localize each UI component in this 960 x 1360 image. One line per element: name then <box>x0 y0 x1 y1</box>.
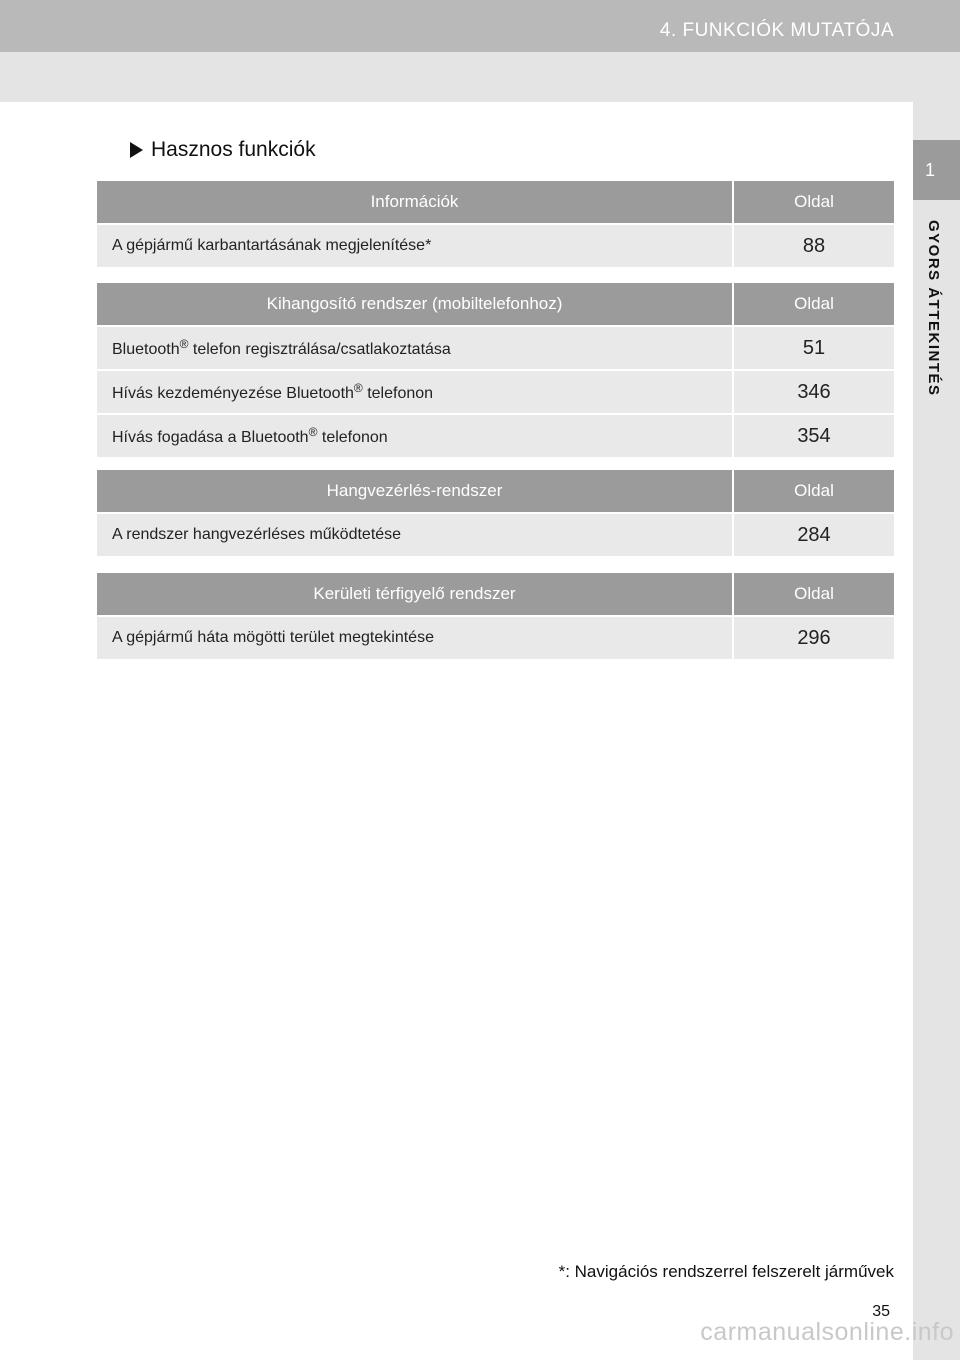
table-informaciok <box>97 181 894 267</box>
table-row <box>97 616 894 659</box>
table-header-page: Oldal <box>733 181 894 224</box>
table-header-row <box>97 283 894 326</box>
table-cell-page: 346 <box>733 370 894 414</box>
table-header-info: Kihangosító rendszer (mobiltelefonhoz) <box>97 283 733 326</box>
page-number: 35 <box>872 1303 890 1320</box>
chapter-tab-number: 1 <box>924 160 935 180</box>
table-kihangosito <box>97 283 894 457</box>
table-header-row <box>97 573 894 616</box>
table-hangvezerles <box>97 470 894 556</box>
desc-text-before: Hívás kezdeményezése Bluetooth <box>112 385 354 402</box>
table-header-row <box>97 470 894 513</box>
desc-text-after: telefonon <box>362 385 434 402</box>
desc-text-after: telefon regisztrálása/csatlakoztatása <box>188 341 451 358</box>
table-cell-description: A rendszer hangvezérléses működtetése <box>97 513 733 556</box>
section-heading <box>130 138 316 162</box>
table-cell-description <box>97 414 733 457</box>
desc-text-before: Hívás fogadása a Bluetooth <box>112 429 309 446</box>
watermark: carmanualsonline.info <box>700 1318 954 1346</box>
chapter-side-label: GYORS ÁTTEKINTÉS <box>925 220 942 397</box>
registered-mark: ® <box>353 381 363 395</box>
table-cell-page: 296 <box>733 616 894 659</box>
table-row <box>97 224 894 267</box>
registered-mark: ® <box>308 425 318 439</box>
table-row <box>97 370 894 414</box>
desc-text-before: Bluetooth <box>112 341 180 358</box>
desc-text-after: telefonon <box>317 429 388 446</box>
chapter-title: 4. FUNKCIÓK MUTATÓJA <box>659 20 894 41</box>
table-row <box>97 513 894 556</box>
section-heading-text: Hasznos funkciók <box>151 138 316 161</box>
table-cell-description: A gépjármű karbantartásának megjelenítése* <box>97 224 733 267</box>
table-header-info: Kerületi térfigyelő rendszer <box>97 573 733 616</box>
triangle-bullet-icon <box>130 142 143 158</box>
table-header-info: Információk <box>97 181 733 224</box>
header-subband <box>0 52 960 102</box>
table-row <box>97 326 894 370</box>
table-row <box>97 414 894 457</box>
table-cell-page: 51 <box>733 326 894 370</box>
table-terfigyelo <box>97 573 894 659</box>
table-header-page: Oldal <box>733 573 894 616</box>
table-cell-description <box>97 370 733 414</box>
table-cell-description <box>97 326 733 370</box>
table-header-info: Hangvezérlés-rendszer <box>97 470 733 513</box>
table-cell-page: 88 <box>733 224 894 267</box>
table-cell-page: 354 <box>733 414 894 457</box>
table-header-row <box>97 181 894 224</box>
footnote: *: Navigációs rendszerrel felszerelt járművek <box>558 1262 894 1281</box>
table-cell-description: A gépjármű háta mögötti terület megtekintése <box>97 616 733 659</box>
table-header-page: Oldal <box>733 470 894 513</box>
table-cell-page: 284 <box>733 513 894 556</box>
registered-mark: ® <box>179 337 189 351</box>
table-header-page: Oldal <box>733 283 894 326</box>
